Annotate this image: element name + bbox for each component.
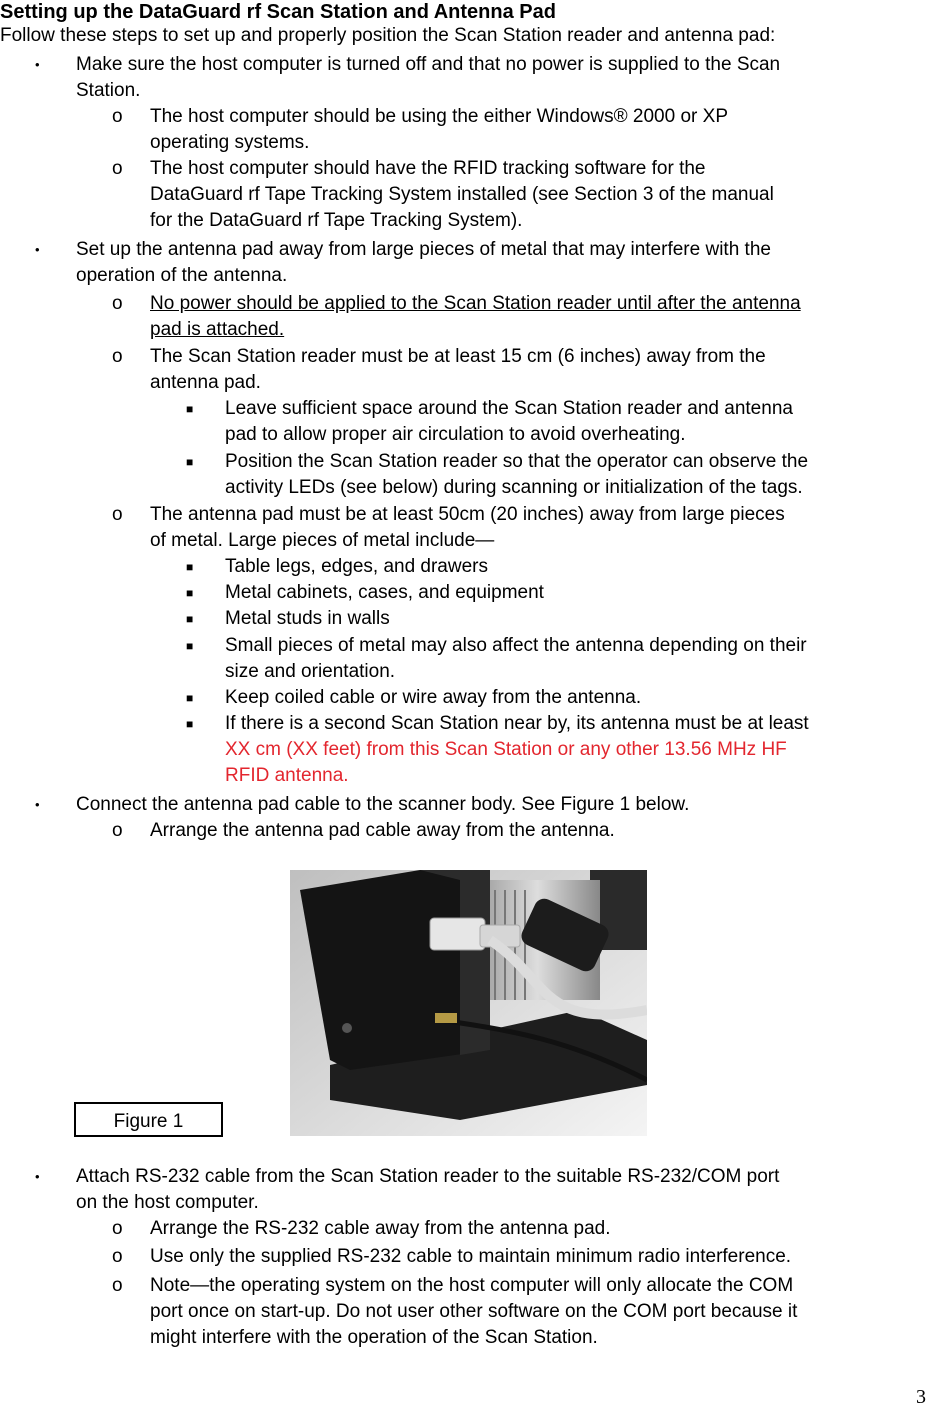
circle-marker: o xyxy=(112,1218,123,1239)
list-item-text: activity LEDs (see below) during scanning or initialization of the tags. xyxy=(225,477,803,498)
list-item-text: The host computer should be using the either Windows® 2000 or XP xyxy=(150,106,728,127)
list-item-text: Set up the antenna pad away from large pieces of metal that may interfere with the xyxy=(76,239,771,260)
bullet-marker: • xyxy=(35,57,40,72)
list-item-text: Station. xyxy=(76,80,141,101)
list-item-text: operation of the antenna. xyxy=(76,265,288,286)
intro-text: Follow these steps to set up and properly position the Scan Station reader and antenna pad: xyxy=(0,25,776,46)
figure-caption xyxy=(74,1102,223,1137)
warning-text: No power should be applied to the Scan Station reader until after the antenna xyxy=(150,293,801,314)
list-item-text: Use only the supplied RS-232 cable to maintain minimum radio interference. xyxy=(150,1246,792,1267)
page-title: Setting up the DataGuard rf Scan Station and Antenna Pad xyxy=(0,1,556,23)
list-item-text: Arrange the RS-232 cable away from the antenna pad. xyxy=(150,1218,611,1239)
square-marker: ■ xyxy=(186,455,194,469)
list-item-text: The host computer should have the RFID tracking software for the xyxy=(150,158,706,179)
circle-marker: o xyxy=(112,1246,123,1267)
circle-marker: o xyxy=(112,1275,123,1296)
list-item-text: DataGuard rf Tape Tracking System installed (see Section 3 of the manual xyxy=(150,184,774,205)
warning-text: pad is attached. xyxy=(150,319,285,340)
bullet-marker: • xyxy=(35,797,40,812)
list-item-text: Attach RS-232 cable from the Scan Station reader to the suitable RS-232/COM port xyxy=(76,1166,780,1187)
list-item-text: operating systems. xyxy=(150,132,310,153)
circle-marker: o xyxy=(112,158,123,179)
list-item-text: Metal cabinets, cases, and equipment xyxy=(225,582,544,603)
circle-marker: o xyxy=(112,346,123,367)
list-item-text: port once on start-up. Do not user other software on the COM port because it xyxy=(150,1301,798,1322)
figure-photo xyxy=(290,870,647,1136)
list-item-text: Position the Scan Station reader so that the operator can observe the xyxy=(225,451,809,472)
list-item-text: pad to allow proper air circulation to avoid overheating. xyxy=(225,424,686,445)
square-marker: ■ xyxy=(186,402,194,416)
bullet-marker: • xyxy=(35,242,40,257)
list-item-text: Arrange the antenna pad cable away from the antenna. xyxy=(150,820,615,841)
list-item-text: If there is a second Scan Station near by, its antenna must be at least xyxy=(225,713,809,734)
figure-caption-text: Figure 1 xyxy=(113,1111,184,1132)
square-marker: ■ xyxy=(186,612,194,626)
list-item-text: antenna pad. xyxy=(150,372,261,393)
list-item-text: might interfere with the operation of the Scan Station. xyxy=(150,1327,598,1348)
highlight-text: RFID antenna. xyxy=(225,765,349,786)
list-item-text: Note—the operating system on the host computer will only allocate the COM xyxy=(150,1275,794,1296)
list-item-text: Leave sufficient space around the Scan Station reader and antenna xyxy=(225,398,793,419)
circle-marker: o xyxy=(112,293,123,314)
list-item-text: Make sure the host computer is turned off and that no power is supplied to the Scan xyxy=(76,54,781,75)
list-item-text: Metal studs in walls xyxy=(225,608,390,629)
circle-marker: o xyxy=(112,820,123,841)
list-item-text: size and orientation. xyxy=(225,661,396,682)
list-item-text: on the host computer. xyxy=(76,1192,259,1213)
highlight-text: XX cm (XX feet) from this Scan Station or any other 13.56 MHz HF xyxy=(225,739,787,760)
page-number: 3 xyxy=(916,1386,926,1408)
scan-station-illustration xyxy=(290,870,647,1136)
list-item-text: for the DataGuard rf Tape Tracking System). xyxy=(150,210,523,231)
list-item-text: The antenna pad must be at least 50cm (20 inches) away from large pieces xyxy=(150,504,785,525)
list-item-text: Connect the antenna pad cable to the scanner body. See Figure 1 below. xyxy=(76,794,690,815)
list-item-text: The Scan Station reader must be at least 15 cm (6 inches) away from the xyxy=(150,346,766,367)
square-marker: ■ xyxy=(186,639,194,653)
list-item-text: Small pieces of metal may also affect the antenna depending on their xyxy=(225,635,807,656)
circle-marker: o xyxy=(112,106,123,127)
square-marker: ■ xyxy=(186,691,194,705)
square-marker: ■ xyxy=(186,717,194,731)
list-item-text: Table legs, edges, and drawers xyxy=(225,556,488,577)
list-item-text: Keep coiled cable or wire away from the antenna. xyxy=(225,687,642,708)
square-marker: ■ xyxy=(186,560,194,574)
square-marker: ■ xyxy=(186,586,194,600)
circle-marker: o xyxy=(112,504,123,525)
list-item-text: of metal. Large pieces of metal include— xyxy=(150,530,495,551)
bullet-marker: • xyxy=(35,1169,40,1184)
